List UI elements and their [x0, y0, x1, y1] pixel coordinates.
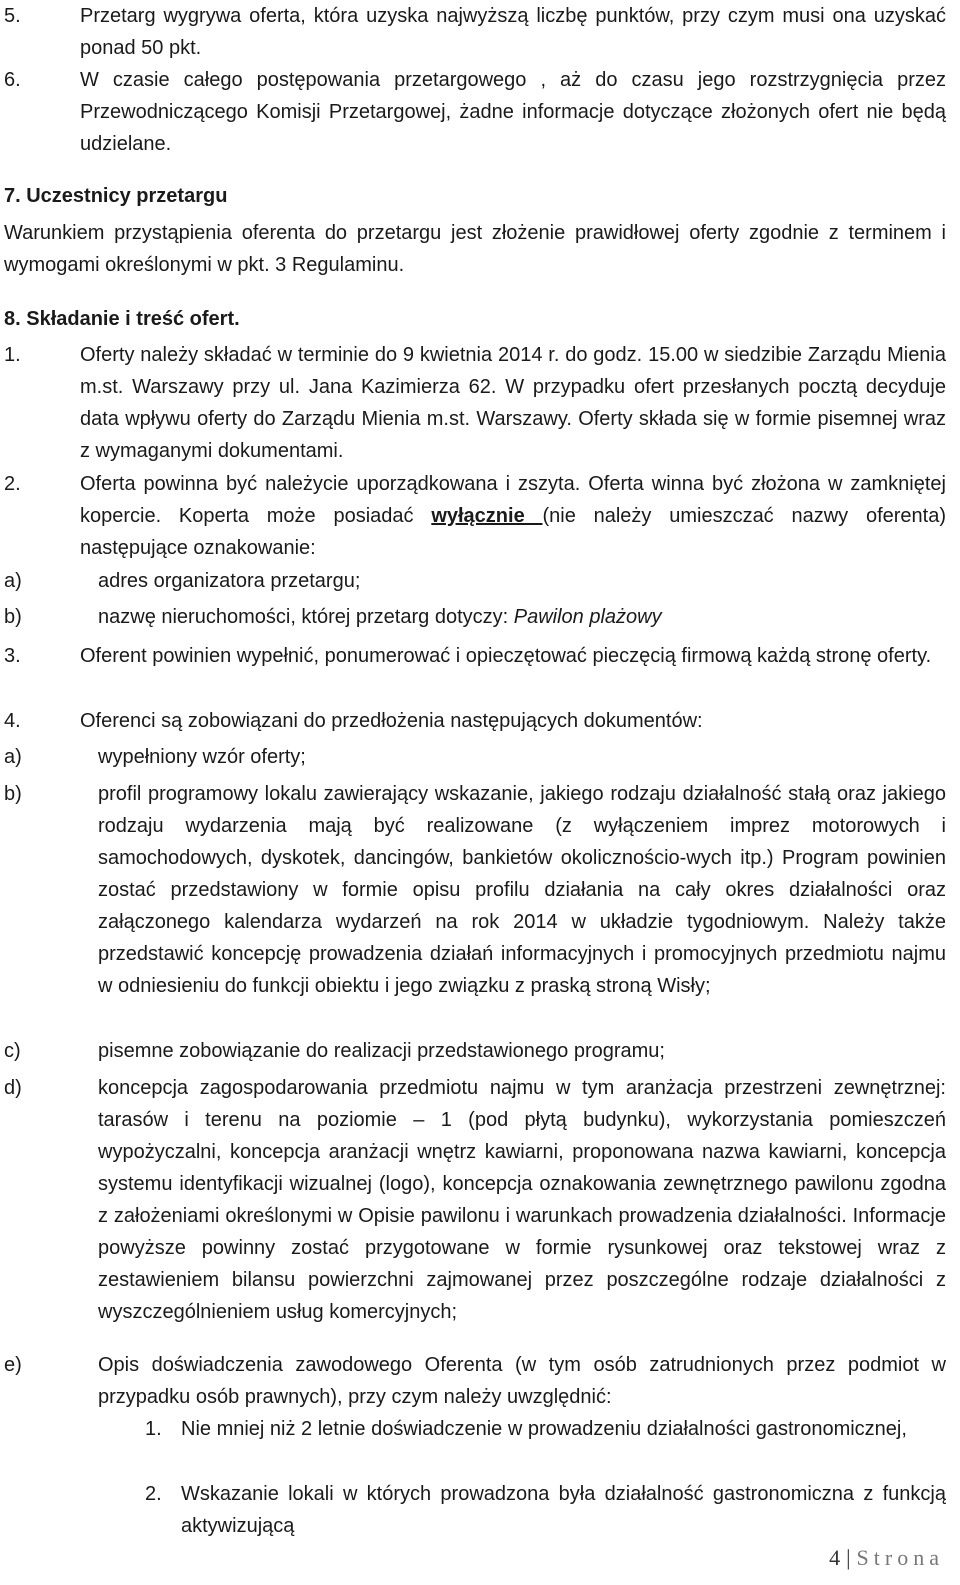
item-4d-label: d) [4, 1077, 22, 1099]
page-footer [829, 1545, 944, 1571]
item-2-text-b: (nie należy umieszczać nazwy oferenta) następujące oznakowanie: [80, 505, 946, 559]
item-2-text-a: Oferta powinna być należycie uporządkowana i zszyta. Oferta winna być złożona w zamkniętej kopercie. Koperta może posiadać [80, 473, 946, 527]
section-8-item-3-text: Oferent powinien wypełnić, ponumerować i opieczętować pieczęcią firmową każdą stronę oferty. [80, 645, 932, 667]
item-4c-text: pisemne zobowiązanie do realizacji przedstawionego programu; [98, 1040, 665, 1062]
item-4a-text: wypełniony wzór oferty; [98, 746, 306, 768]
item-4e1-text: Nie mniej niż 2 letnie doświadczenie w prowadzeniu działalności gastronomicznej, [181, 1418, 907, 1440]
item-2b-italic: Pawilon plażowy [513, 606, 662, 628]
item-2-underlined-word: wyłącznie [431, 505, 543, 527]
section-8-item-1-text: Oferty należy składać w terminie do 9 kwietnia 2014 r. do godz. 15.00 w siedzibie Zarządu Mienia m.st. Warszawy przy ul. Jana Kazimierza 62. W przypadku ofert przesłanych pocztą decyduje data wpływu oferty do Zarządu Mienia m.st. Warszawy. Oferty składa się w formie pisemnej wraz z wymaganymi dokumentami. [80, 344, 946, 462]
item-4e-text: Opis doświadczenia zawodowego Oferenta (w tym osób zatrudnionych przez podmiot w przypadku osób prawnych), przy czym należy uwzględnić: [98, 1354, 946, 1408]
page-number: 4 [829, 1545, 841, 1570]
section-8-item-2-number: 2. [4, 473, 21, 495]
item-4d-text: koncepcja zagospodarowania przedmiotu najmu w tym aranżacja przestrzeni zewnętrznej: tarasów i terenu na poziomie – 1 (pod płytą budynku), wykorzystania pomieszczeń wypożyczalni, koncepcja aranżacji wnętrz kawiarni, proponowana nazwa kawiarni, koncepcja systemu identyfikacji wizualnej (logo), koncepcja oznakowania zewnętrznego pawilonu zgodna z założeniami określonymi w Opisie pawilonu i warunkach prowadzenia działalności. Informacje powyższe powinny zostać przygotowane w formie rysunkowej oraz tekstowej wraz z zestawieniem bilansu powierzchni zajmowanej przez poszczególne rodzaje działalności z wyszczególnieniem usług komercyjnych; [98, 1077, 946, 1323]
item-4e1-number: 1. [145, 1418, 162, 1440]
item-6-number: 6. [4, 69, 21, 91]
section-8-item-3-number: 3. [4, 645, 21, 667]
item-6-text: W czasie całego postępowania przetargowego , aż do czasu jego rozstrzygnięcia przez Przewodniczącego Komisji Przetargowej, żadne informacje dotyczące złożonych ofert nie będą udzielane. [80, 69, 946, 155]
item-4a-label: a) [4, 746, 22, 768]
footer-separator: | [846, 1545, 851, 1570]
item-4e2-text: Wskazanie lokali w których prowadzona była działalność gastronomiczna z funkcją aktywizującą [181, 1483, 946, 1537]
item-2b-text-plain: nazwę nieruchomości, której przetarg dotyczy: [98, 606, 514, 628]
section-7-text: Warunkiem przystąpienia oferenta do przetargu jest złożenie prawidłowej oferty zgodnie z terminem i wymogami określonymi w pkt. 3 Regulaminu. [4, 222, 946, 276]
item-2b-text [98, 601, 946, 633]
item-4c-label: c) [4, 1040, 21, 1062]
item-4e-label: e) [4, 1354, 22, 1376]
page-word: Strona [856, 1545, 944, 1570]
section-8-heading: 8. Składanie i treść ofert. [4, 308, 240, 330]
section-8-item-2-text [80, 468, 946, 564]
section-8-item-1-number: 1. [4, 344, 21, 366]
item-4b-label: b) [4, 783, 22, 805]
item-2b-label: b) [4, 606, 22, 628]
item-5-text: Przetarg wygrywa oferta, która uzyska najwyższą liczbę punktów, przy czym musi ona uzyskać ponad 50 pkt. [80, 5, 946, 59]
item-4e2-number: 2. [145, 1483, 162, 1505]
section-8-item-4-text: Oferenci są zobowiązani do przedłożenia następujących dokumentów: [80, 710, 703, 732]
section-7-heading: 7. Uczestnicy przetargu [4, 185, 228, 207]
item-2a-label: a) [4, 570, 22, 592]
item-2a-text: adres organizatora przetargu; [98, 570, 361, 592]
section-8-item-4-number: 4. [4, 710, 21, 732]
item-5-number: 5. [4, 5, 21, 27]
item-4b-text: profil programowy lokalu zawierający wskazanie, jakiego rodzaju działalność stałą oraz jakiego rodzaju wydarzenia mają być realizowane (z wyłączeniem imprez motorowych i samochodowych, dyskotek, dancingów, bankietów okolicznościo-wych itp.) Program powinien zostać przedstawiony w formie opisu profilu działania na cały okres działalności oraz załączonego kalendarza wydarzeń na rok 2014 w układzie tygodniowym. Należy także przedstawić koncepcję prowadzenia działań informacyjnych i promocyjnych przedmiotu najmu w odniesieniu do funkcji obiektu i jego związku z praską stroną Wisły; [98, 783, 946, 997]
